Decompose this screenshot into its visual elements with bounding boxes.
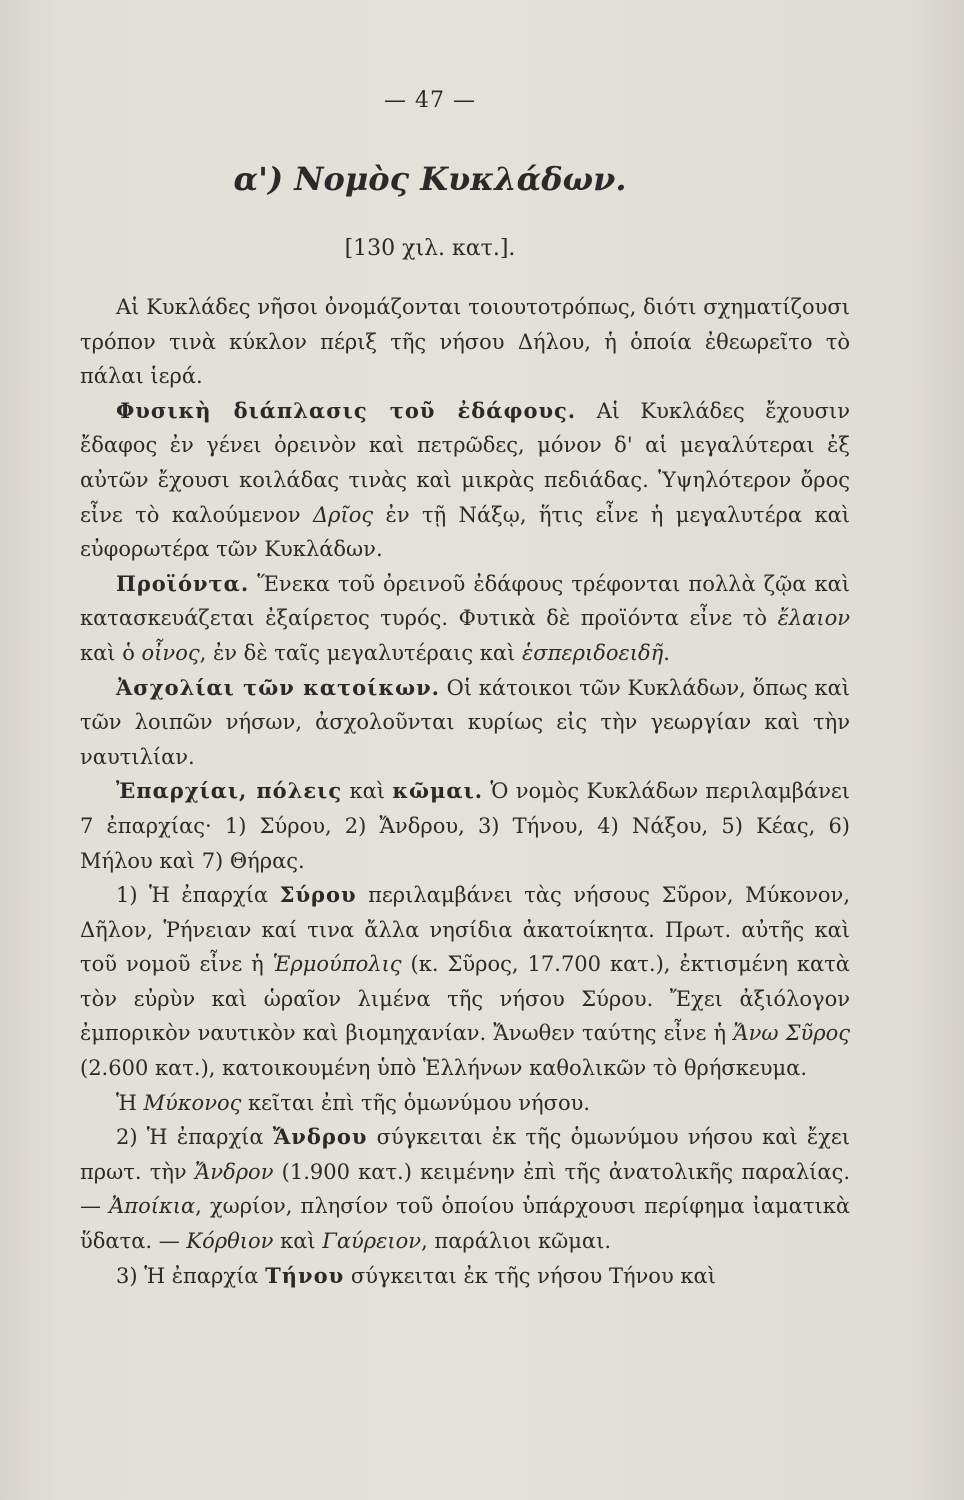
andros-apoikia: Ἀποίκια [109, 1194, 196, 1219]
products-paragraph [80, 567, 850, 671]
tinos-paragraph [80, 1259, 850, 1294]
mykonos-text-2: κεῖται ἐπὶ τῆς ὁμωνύμου νήσου. [241, 1090, 591, 1115]
mykonos-name: Μύκονος [143, 1090, 242, 1115]
body-text [80, 290, 850, 1293]
provinces-paragraph [80, 774, 850, 878]
andros-text-3: (1.900 κατ.) κειμένην ἐπὶ τῆς ἀνατολικῆς παραλίας. — [80, 1159, 851, 1219]
syros-text-2: περιλαμβάνει τὰς νήσους Σῦρον, Μύκονον, Δῆλον, Ῥήνειαν καί τινα ἄλλα νησίδια ἀκατοίκητα. Πρωτ. αὐτῆς καὶ τοῦ νομοῦ εἶνε ἡ [80, 883, 850, 977]
products-heading: Προϊόντα. [116, 570, 250, 596]
terrain-mountain-name: Δρῖος [312, 502, 374, 527]
intro-paragraph [80, 290, 850, 394]
andros-text-2: σύγκειται ἐκ τῆς ὁμωνύμου νήσου καὶ ἔχει πρωτ. τὴν [80, 1125, 851, 1184]
products-citrus: ἑσπεριδοειδῆ [521, 640, 664, 665]
syros-name: Σύρου [279, 882, 357, 908]
syros-text-1: 1) Ἡ ἐπαρχία [116, 883, 280, 908]
terrain-paragraph [80, 394, 850, 567]
provinces-text: Ὁ νομὸς Κυκλάδων περιλαμβάνει 7 ἐπαρχίας· 1) Σύρου, 2) Ἄνδρου, 3) Τήνου, 4) Νάξου, 5) Κέας, 6) Μήλου καὶ 7) Θήρας. [80, 779, 851, 873]
terrain-text-1: Αἱ Κυκλάδες ἔχουσιν ἔδαφος ἐν γένει ὀρεινὸν καὶ πετρῶδες, μόνον δ' αἱ μεγαλύτεραι ἐξ αὐτῶν ἔχουσι κοιλάδας τινὰς καὶ μικρὰς πεδιάδας. Ὑψηλότερον ὄρος εἶνε τὸ καλούμενον [80, 398, 850, 527]
area-subtitle: [130 χιλ. κατ.]. [344, 236, 516, 261]
products-oil: ἔλαιον [777, 606, 850, 631]
occupations-paragraph [80, 671, 850, 775]
tinos-text-1: 3) Ἡ ἐπαρχία [116, 1263, 266, 1288]
syros-paragraph [80, 878, 850, 1086]
mykonos-text-1: Ἡ [116, 1090, 144, 1115]
andros-text-1: 2) Ἡ ἐπαρχία [116, 1125, 273, 1150]
products-wine: οἶνος [141, 640, 200, 665]
andros-capital: Ἄνδρον [194, 1159, 274, 1184]
products-text-1: Ἕνεκα τοῦ ὀρεινοῦ ἐδάφους τρέφονται πολλὰ ζῷα καὶ κατασκευάζεται ἐξαίρετος τυρός. Φυτικὰ δὲ προϊόντα εἶνε τὸ [80, 571, 850, 631]
syros-ano: Ἄνω Σῦρος [733, 1021, 851, 1046]
products-text-2: καὶ ὁ [80, 640, 142, 665]
mykonos-paragraph [80, 1086, 850, 1121]
andros-name: Ἄνδρου [272, 1124, 368, 1150]
page-number: — 47 — [384, 88, 476, 113]
andros-text-5: καὶ [273, 1229, 323, 1254]
products-text-3: , ἐν δὲ ταῖς μεγαλυτέραις καὶ [199, 640, 522, 665]
provinces-heading-2: κῶμαι. [392, 778, 484, 804]
andros-text-4: , χωρίον, πλησίον τοῦ ὁποίου ὑπάρχουσι περίφημα ἰαματικὰ ὕδατα. — [80, 1194, 850, 1254]
provinces-conjunction: καὶ [342, 779, 393, 804]
section-title: α') Νομὸς Κυκλάδων. [233, 160, 627, 198]
andros-korthion: Κόρθιον [186, 1229, 274, 1254]
terrain-text-2: ἐν τῇ Νάξῳ, ἥτις εἶνε ἡ μεγαλυτέρα καὶ εὐφορωτέρα τῶν Κυκλάδων. [80, 502, 850, 562]
provinces-heading: Ἐπαρχίαι, πόλεις [116, 778, 343, 804]
occupations-text: Οἱ κάτοικοι τῶν Κυκλάδων, ὅπως καὶ τῶν λοιπῶν νήσων, ἀσχολοῦνται κυρίως εἰς τὴν γεωργίαν καὶ τὴν ναυτιλίαν. [80, 675, 851, 769]
syros-capital: Ἑρμούπολις [272, 952, 402, 977]
syros-text-4: (2.600 κατ.), κατοικουμένη ὑπὸ Ἑλλήνων καθολικῶν τὸ θρήσκευμα. [80, 1056, 808, 1081]
occupations-heading: Ἀσχολίαι τῶν κατοίκων. [116, 674, 440, 700]
tinos-text-2: σύγκειται ἐκ τῆς νήσου Τήνου καὶ [344, 1263, 716, 1288]
andros-gavrion: Γαύρειον [322, 1229, 422, 1254]
terrain-heading: Φυσικὴ διάπλασις τοῦ ἐδάφους. [116, 397, 577, 423]
tinos-name: Τήνου [265, 1262, 345, 1288]
andros-text-6: , παράλιοι κῶμαι. [421, 1229, 612, 1254]
syros-text-3: (κ. Σῦρος, 17.700 κατ.), ἐκτισμένη κατὰ τὸν εὐρὺν καὶ ὡραῖον λιμένα τῆς νήσου Σύρου. Ἔχει ἀξιόλογον ἐμπορικὸν ναυτικὸν καὶ βιομηχανίαν. Ἄνωθεν ταύτης εἶνε ἡ [80, 952, 850, 1046]
intro-text: Αἱ Κυκλάδες νῆσοι ὀνομάζονται τοιουτοτρόπως, διότι σχηματίζουσι τρόπον τινὰ κύκλον πέριξ τῆς νήσου Δήλου, ἡ ὁποία ἐθεωρεῖτο τὸ πάλαι ἱερά. [80, 295, 850, 389]
products-text-4: . [663, 640, 670, 665]
andros-paragraph [80, 1120, 850, 1258]
